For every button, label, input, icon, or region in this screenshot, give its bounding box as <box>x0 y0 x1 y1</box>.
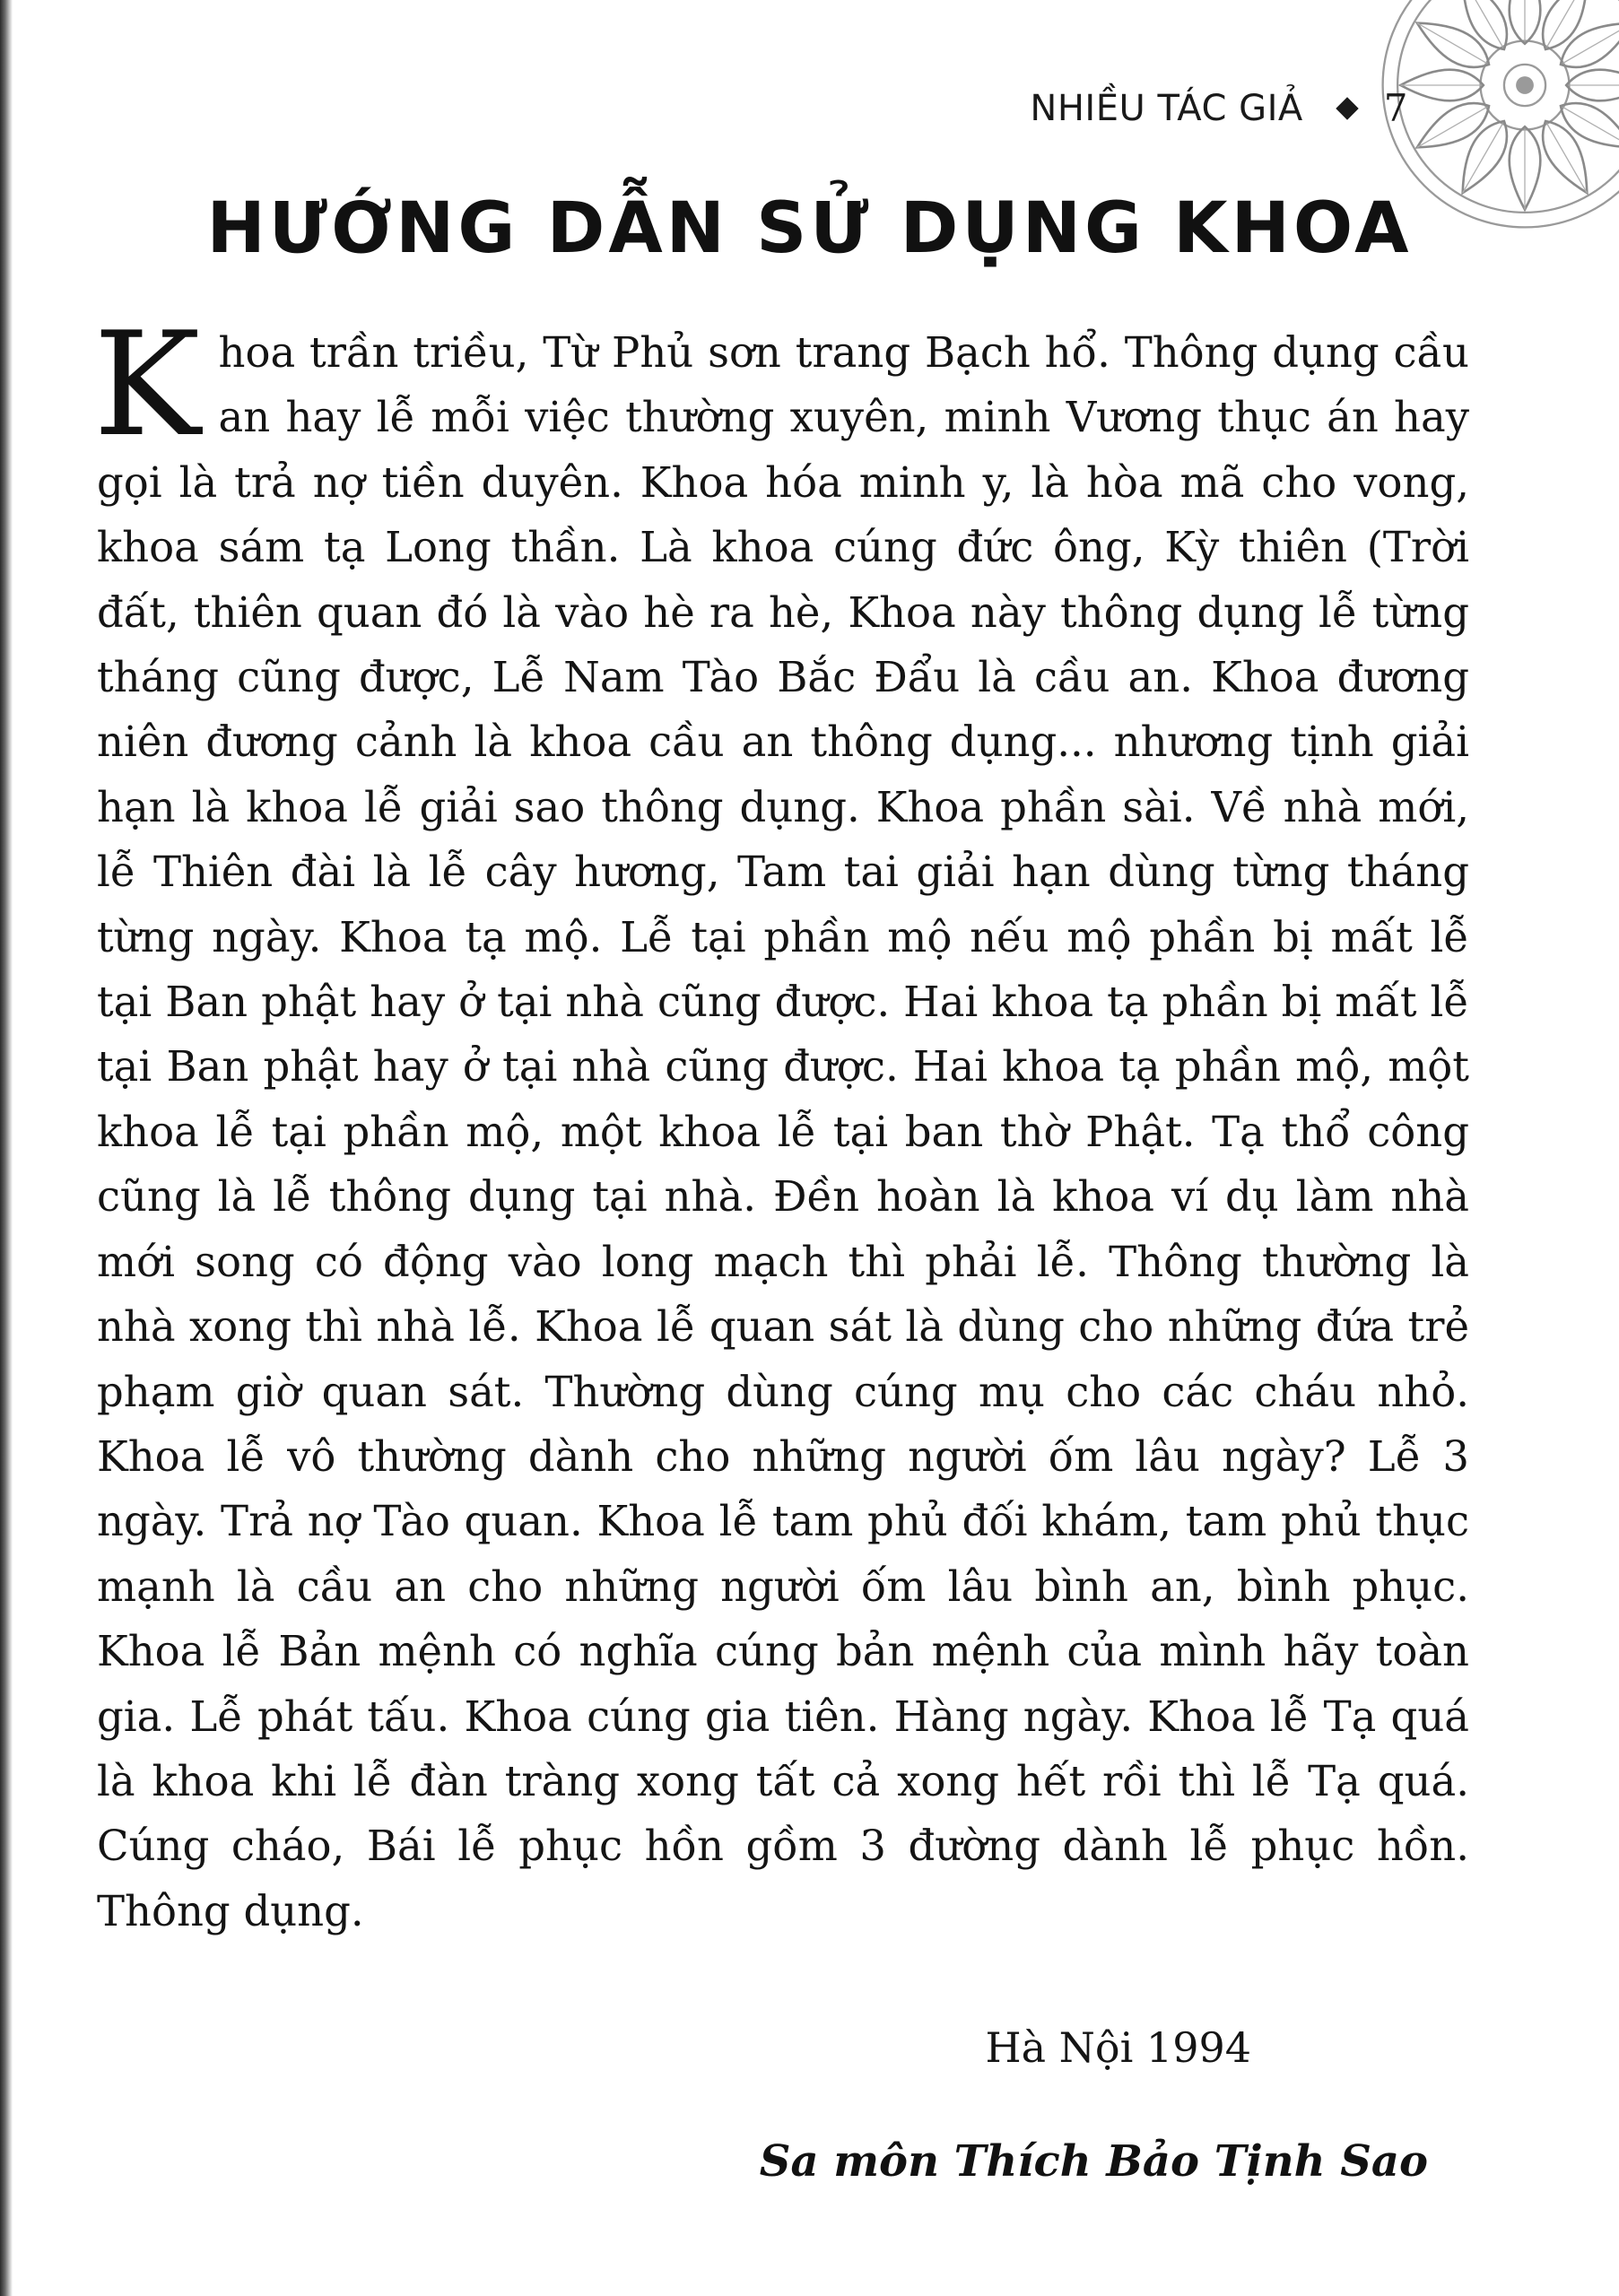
drop-cap: K <box>93 300 201 468</box>
diamond-bullet-icon <box>1336 97 1358 119</box>
body-paragraph <box>93 300 1469 1944</box>
place-date: Hà Nội 1994 <box>985 2023 1251 2072</box>
page-title: HƯỚNG DẪN SỬ DỤNG KHOA <box>206 188 1413 269</box>
page-number: 7 <box>1383 86 1408 130</box>
body-text: hoa trần triều, Từ Phủ sơn trang Bạch hổ. Thông dụng cầu an hay lễ mỗi việc thường xuyên, minh Vương thục án hay gọi là trả nợ tiền duyên. Khoa hóa minh y, là hòa mã cho vong, khoa sám tạ Long thần. Là khoa cúng đức ông, Kỳ thiên (Trời đất, thiên quan đó là vào hè ra hè, Khoa này thông dụng lễ từng tháng cũng được, Lễ Nam Tào Bắc Đẩu là cầu an. Khoa đương niên đương cảnh là khoa cầu an thông dụng... nhương tịnh giải hạn là khoa lễ giải sao thông dụng. Khoa phần sài. Về nhà mới, lễ Thiên đài là lễ cây hương, Tam tai giải hạn dùng từng tháng từng ngày. Khoa tạ mộ. Lễ tại phần mộ nếu mộ phần bị mất lễ tại Ban phật hay ở tại nhà cũng được. Hai khoa tạ phần bị mất lễ tại Ban phật hay ở tại nhà cũng được. Hai khoa tạ phần mộ, một khoa lễ tại phần mộ, một khoa lễ tại ban thờ Phật. Tạ thổ công cũng là lễ thông dụng tại nhà. Đền hoàn là khoa ví dụ làm nhà mới song có động vào long mạch thì phải lễ. Thông thường là nhà xong thì nhà lễ. Khoa lễ quan sát là dùng cho những đứa trẻ phạm giờ quan sát. Thường dùng cúng mụ cho các cháu nhỏ. Khoa lễ vô thường dành cho những người ốm lâu ngày? Lễ 3 ngày. Trả nợ Tào quan. Khoa lễ tam phủ đối khám, tam phủ thục mạnh là cầu an cho những người ốm lâu bình an, bình phục. Khoa lễ Bản mệnh có nghĩa cúng bản mệnh của mình hãy toàn gia. Lễ phát tấu. Khoa cúng gia tiên. Hàng ngày. Khoa lễ Tạ quá là khoa khi lễ đàn tràng xong tất cả xong hết rồi thì lễ Tạ quá. Cúng cháo, Bái lễ phục hồn gồm 3 đường dành lễ phục hồn. Thông dụng. <box>97 328 1469 1935</box>
running-header <box>1030 86 1408 130</box>
page-binding-edge <box>0 0 13 2296</box>
author-signature: Sa môn Thích Bảo Tịnh Sao <box>759 2136 1428 2187</box>
running-title: NHIỀU TÁC GIẢ <box>1030 87 1303 129</box>
